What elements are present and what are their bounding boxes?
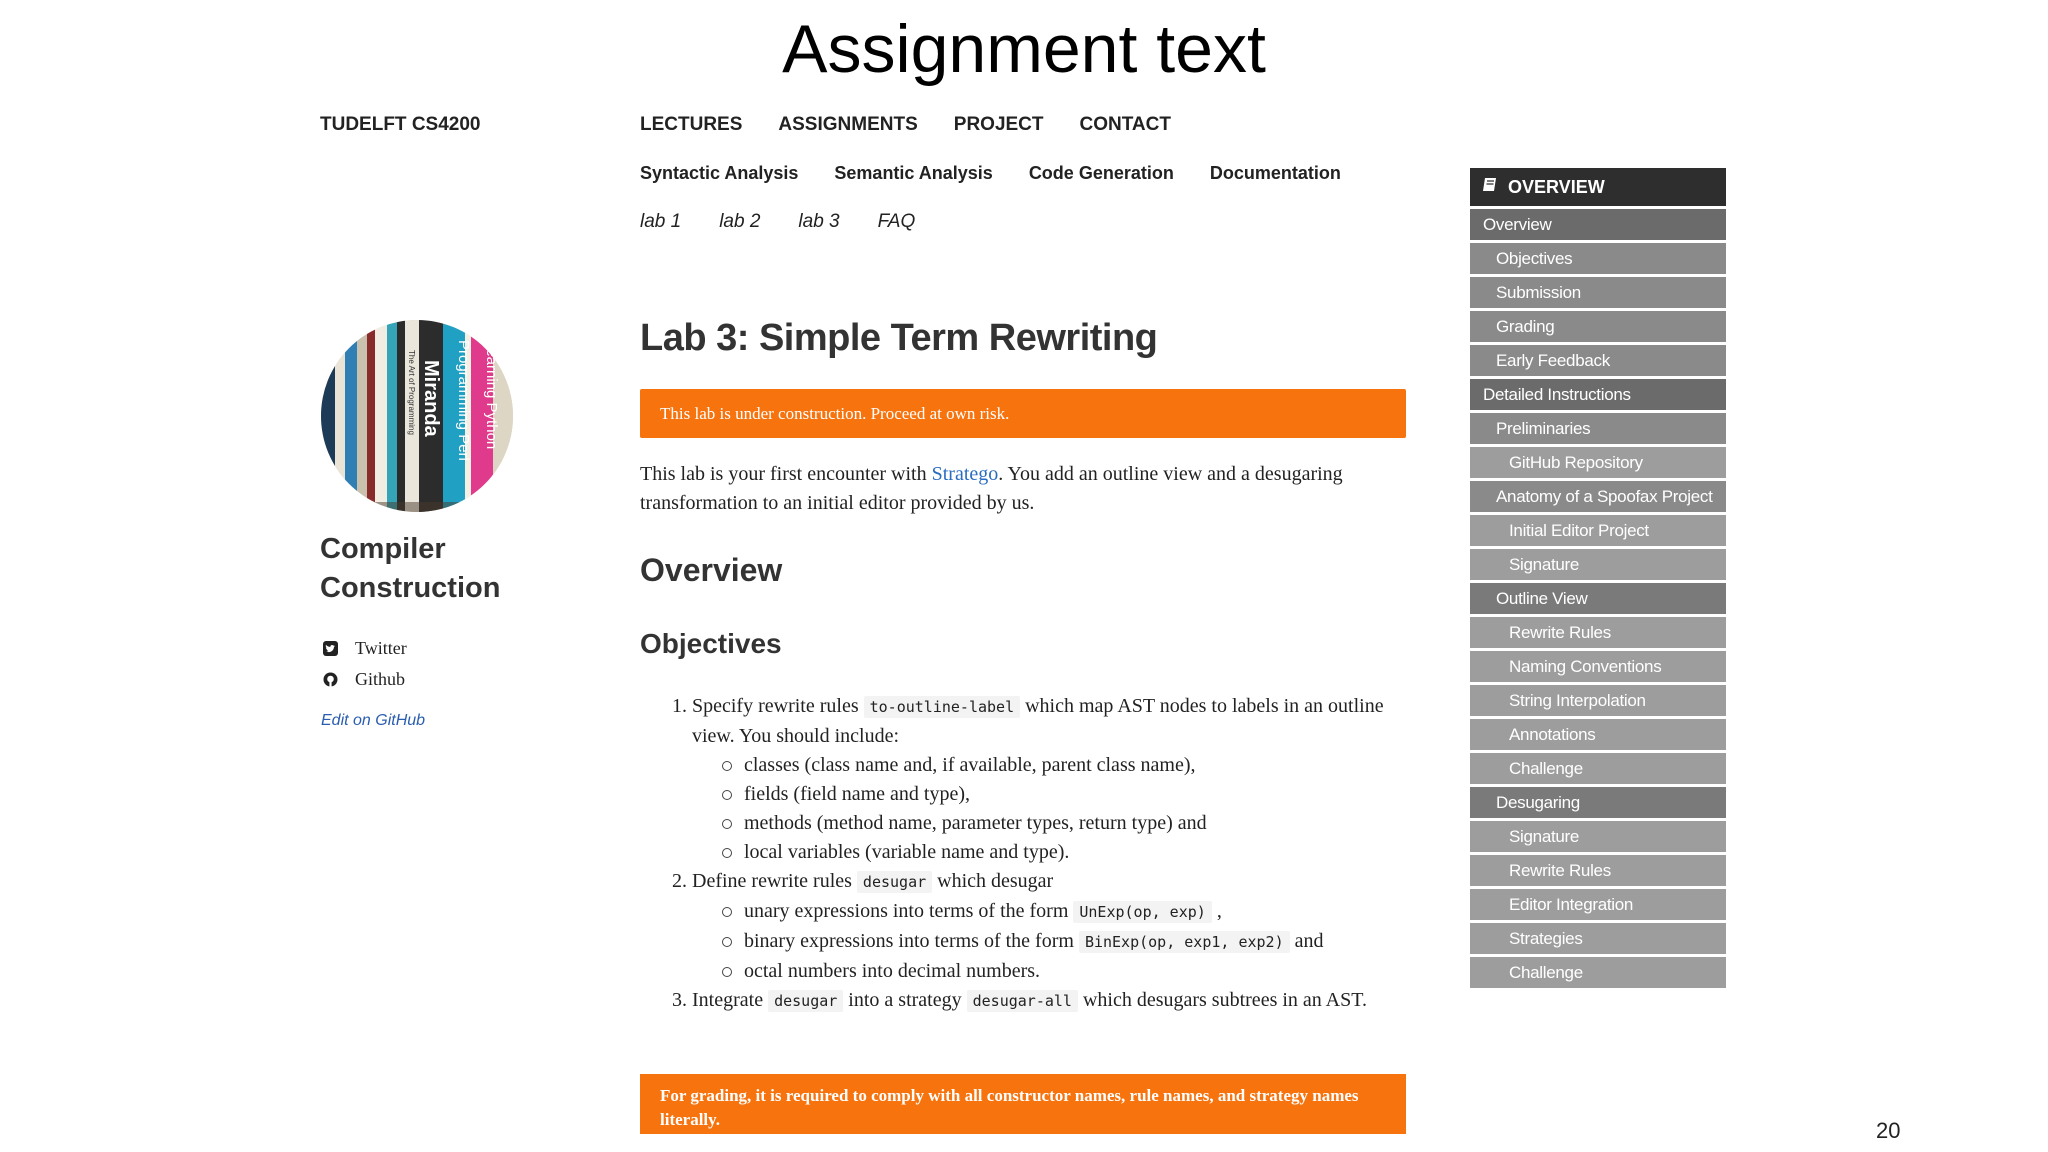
code-desugar-all: desugar-all — [967, 990, 1078, 1012]
code-desugar: desugar — [857, 871, 932, 893]
toc-header — [1470, 168, 1726, 206]
toc-header-label: OVERVIEW — [1508, 177, 1605, 197]
toc-item-challenge[interactable]: Challenge — [1470, 957, 1726, 988]
sub-nav — [640, 163, 1341, 184]
avatar — [321, 320, 513, 512]
objective-item-2 — [692, 867, 1406, 986]
objective-3-text: Integrate — [692, 989, 769, 1011]
objective-1-text: Specify rewrite rules — [692, 695, 864, 717]
toc-item-grading[interactable]: Grading — [1470, 311, 1726, 342]
toc-item-outline-view[interactable]: Outline View — [1470, 583, 1726, 614]
sub-item-fields: fields (field name and type), — [722, 780, 1406, 809]
edit-on-github-link[interactable]: Edit on GitHub — [321, 712, 426, 729]
toc-item-signature[interactable]: Signature — [1470, 821, 1726, 852]
nav-code-generation[interactable]: Code Generation — [1028, 163, 1174, 183]
nav-lab-1[interactable]: lab 1 — [640, 211, 682, 232]
avatar-spine-1: Learning Python — [483, 340, 500, 450]
sub-item-unary-post: , — [1211, 900, 1222, 922]
sub-item-unary — [722, 897, 1406, 927]
book-icon — [1482, 168, 1500, 206]
objectives-heading: Objectives — [640, 628, 782, 659]
toc-item-early-feedback[interactable]: Early Feedback — [1470, 345, 1726, 376]
objective-2-text-post: which desugar — [932, 870, 1054, 892]
sub-item-binary — [722, 927, 1406, 957]
code-desugar-2: desugar — [768, 990, 843, 1012]
sub-item-methods: methods (method name, parameter types, return type) and — [722, 809, 1406, 838]
toc-item-desugaring[interactable]: Desugaring — [1470, 787, 1726, 818]
objective-3-text-mid: into a strategy — [843, 989, 967, 1011]
sub-item-octal: octal numbers into decimal numbers. — [722, 957, 1406, 986]
toc-item-signature[interactable]: Signature — [1470, 549, 1726, 580]
twitter-link[interactable] — [322, 638, 407, 659]
nav-lectures[interactable]: LECTURES — [640, 114, 743, 135]
nav-syntactic-analysis[interactable]: Syntactic Analysis — [640, 163, 799, 183]
toc-item-challenge[interactable]: Challenge — [1470, 753, 1726, 784]
nav-documentation[interactable]: Documentation — [1209, 163, 1341, 183]
toc-item-annotations[interactable]: Annotations — [1470, 719, 1726, 750]
toc-item-submission[interactable]: Submission — [1470, 277, 1726, 308]
toc-item-initial-editor-project[interactable]: Initial Editor Project — [1470, 515, 1726, 546]
code-binexp: BinExp(op, exp1, exp2) — [1079, 931, 1290, 953]
table-of-contents — [1470, 168, 1726, 991]
overview-heading: Overview — [640, 552, 783, 588]
page-title: Lab 3: Simple Term Rewriting — [640, 317, 1158, 359]
sub-item-binary-post: and — [1289, 930, 1324, 952]
toc-item-overview[interactable]: Overview — [1470, 209, 1726, 240]
main-content — [640, 300, 1406, 1016]
construction-alert: This lab is under construction. Proceed at own risk. — [640, 389, 1406, 438]
toc-item-string-interpolation[interactable]: String Interpolation — [1470, 685, 1726, 716]
site-title — [320, 530, 500, 608]
sub-item-classes: classes (class name and, if available, parent class name), — [722, 751, 1406, 780]
sub-item-unary-text: unary expressions into terms of the form — [744, 900, 1074, 922]
site-title-line2: Construction — [320, 572, 501, 604]
avatar-spine-4: The Art of Programming — [407, 350, 416, 435]
github-label: Github — [355, 669, 406, 689]
top-nav — [640, 114, 1171, 136]
toc-item-anatomy-of-a-spoofax-project[interactable]: Anatomy of a Spoofax Project — [1470, 481, 1726, 512]
sub-item-local-variables: local variables (variable name and type). — [722, 838, 1406, 867]
intro-paragraph — [640, 460, 1406, 518]
toc-item-detailed-instructions[interactable]: Detailed Instructions — [1470, 379, 1726, 410]
toc-item-rewrite-rules[interactable]: Rewrite Rules — [1470, 855, 1726, 886]
github-icon — [322, 671, 339, 688]
lab-nav — [640, 211, 915, 233]
toc-item-github-repository[interactable]: GitHub Repository — [1470, 447, 1726, 478]
page-number: 20 — [1876, 1118, 1901, 1143]
bookshelf-image — [321, 320, 513, 512]
nav-assignments[interactable]: ASSIGNMENTS — [778, 114, 918, 135]
site-title-line1: Compiler — [320, 533, 446, 565]
sub-item-binary-text: binary expressions into terms of the form — [744, 930, 1079, 952]
nav-semantic-analysis[interactable]: Semantic Analysis — [834, 163, 993, 183]
nav-contact[interactable]: CONTACT — [1079, 114, 1171, 135]
objective-3-text-post: which desugars subtrees in an AST. — [1077, 989, 1367, 1011]
stratego-link[interactable]: Stratego — [931, 463, 999, 485]
toc-item-editor-integration[interactable]: Editor Integration — [1470, 889, 1726, 920]
nav-lab-3[interactable]: lab 3 — [798, 211, 840, 232]
site-brand-link[interactable]: TUDELFT CS4200 — [320, 114, 481, 135]
toc-item-rewrite-rules[interactable]: Rewrite Rules — [1470, 617, 1726, 648]
grading-alert: For grading, it is required to comply with all constructor names, rule names, and strategy names literally. — [640, 1074, 1406, 1134]
avatar-spine-2: Programming Perl — [455, 340, 472, 461]
code-unexp: UnExp(op, exp) — [1073, 901, 1211, 923]
objective-1-text-post: which map AST nodes to labels in an outline view. You should include: — [692, 695, 1384, 747]
nav-lab-2[interactable]: lab 2 — [719, 211, 761, 232]
intro-text-pre: This lab is your first encounter with — [640, 463, 932, 485]
objective-2-sublist — [692, 897, 1406, 986]
twitter-icon — [322, 640, 339, 657]
nav-faq[interactable]: FAQ — [877, 211, 916, 232]
objective-2-text: Define rewrite rules — [692, 870, 857, 892]
nav-project[interactable]: PROJECT — [953, 114, 1044, 135]
toc-item-naming-conventions[interactable]: Naming Conventions — [1470, 651, 1726, 682]
objective-1-sublist — [692, 751, 1406, 867]
toc-item-preliminaries[interactable]: Preliminaries — [1470, 413, 1726, 444]
objectives-list — [640, 692, 1406, 1016]
github-link[interactable] — [322, 669, 405, 690]
slide-title: Assignment text — [782, 11, 1266, 87]
twitter-label: Twitter — [355, 638, 407, 658]
toc-items — [1470, 209, 1726, 988]
objective-item-3 — [692, 986, 1406, 1016]
intro-text-post: . You add an outline view and a desugaring transformation to an initial editor provided by us. — [640, 463, 1343, 514]
toc-item-strategies[interactable]: Strategies — [1470, 923, 1726, 954]
toc-item-objectives[interactable]: Objectives — [1470, 243, 1726, 274]
avatar-spine-3: Miranda — [420, 360, 442, 437]
code-to-outline-label: to-outline-label — [864, 696, 1021, 718]
objective-item-1 — [692, 692, 1406, 867]
